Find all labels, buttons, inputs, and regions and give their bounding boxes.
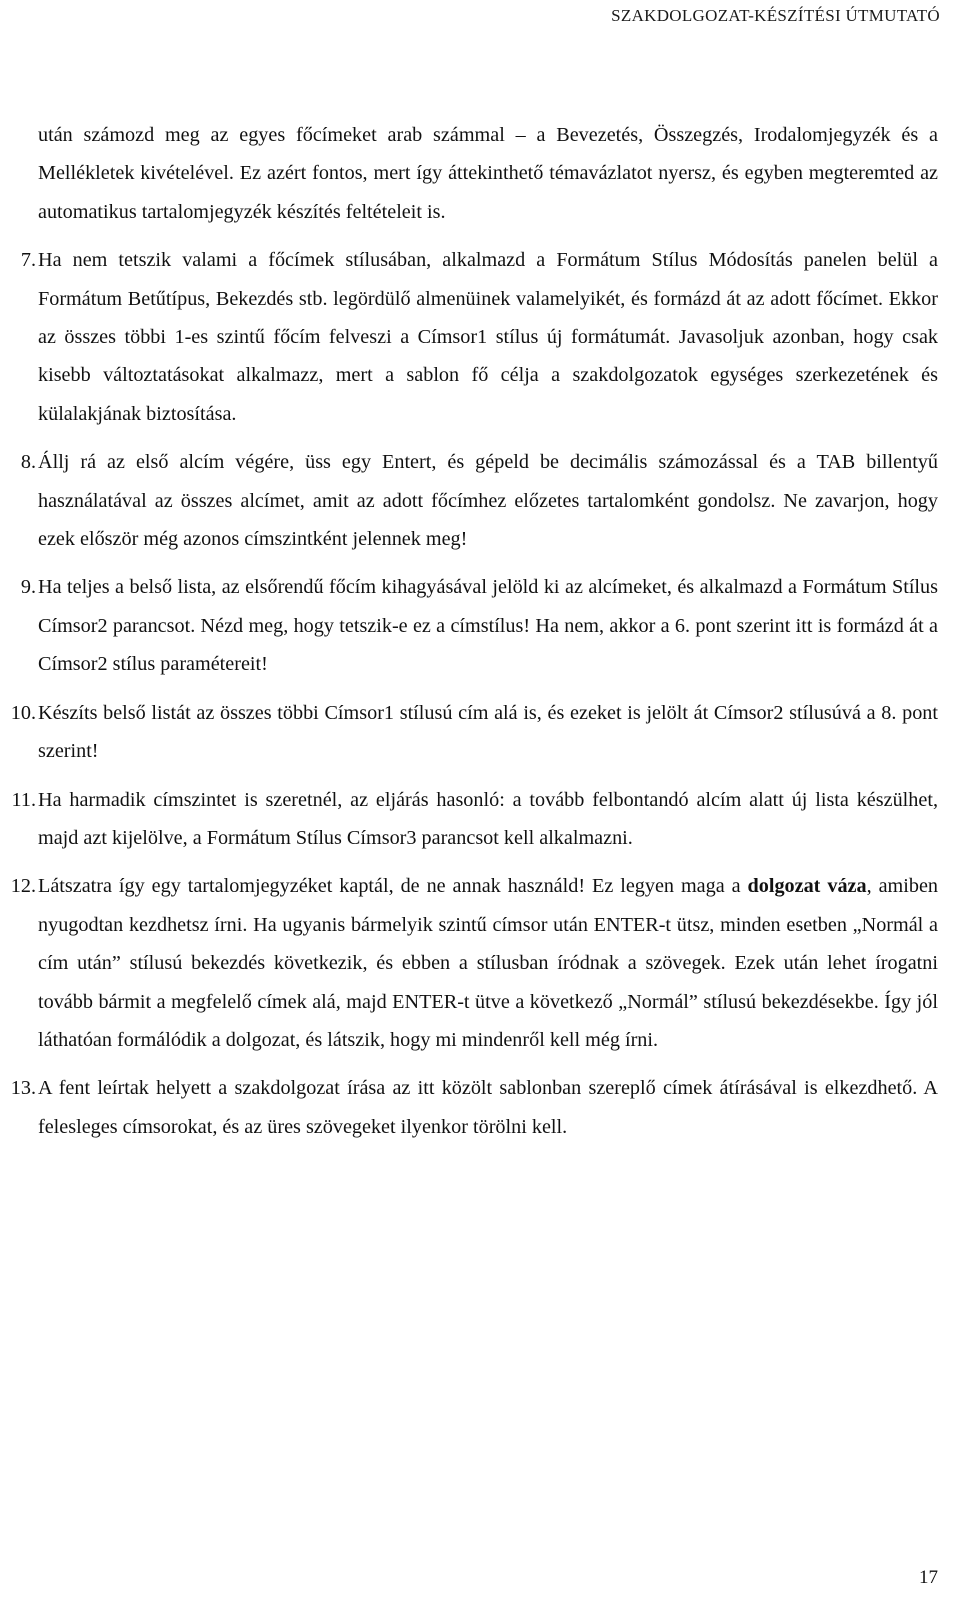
list-item-8 [20, 443, 938, 558]
list-number: 9. [20, 576, 36, 599]
list-item-text: Ha harmadik címszintet is szeretnél, az eljárás hasonló: a tovább felbontandó alcím alatt új lista készülhet, majd azt kijelölve, a Formátum Stílus Címsor3 parancsot kell alkalmazni. [38, 788, 938, 849]
intro-paragraph: után számozd meg az egyes főcímeket arab számmal – a Bevezetés, Összegzés, Irodalomjegyzék és a Mellékletek kivételével. Ez azért fontos, mert így áttekinthető témavázlatot nyersz, és egyben megteremted az automatikus tartalomjegyzék készítés feltételeit is. [38, 124, 938, 223]
list-item-10 [10, 694, 938, 771]
list-item-text: Ha nem tetszik valami a főcímek stílusában, alkalmazd a Formátum Stílus Módosítás panelen belül a Formátum Betűtípus, Bekezdés stb. legördülő almenüinek valamelyikét, és formázd át az adott főcímet. Ekkor az összes többi 1-es szintű főcím felveszi a Címsor1 stílus új formátumát. Javasoljuk azonban, hogy csak kisebb változtatásokat alkalmazz, mert a sablon fő célja a szakdolgozatok egységes szerkezetének és külalakjának biztosítása. [38, 249, 938, 425]
list-item-13 [10, 1069, 938, 1146]
list-item-text: Ha teljes a belső lista, az elsőrendű főcím kihagyásával jelöld ki az alcímeket, és alkalmazd a Formátum Stílus Címsor2 parancsot. Nézd meg, hogy tetszik-e ez a címstílus! Ha nem, akkor a 6. pont szerint itt is formázd át a Címsor2 stílus paramétereit! [38, 576, 938, 676]
document-body [10, 116, 938, 1156]
list-item-12 [10, 867, 938, 1059]
page-number: 17 [919, 1567, 938, 1588]
list-number: 10. [10, 701, 36, 724]
list-item-text-after: , amiben nyugodtan kezdhetsz írni. Ha ugyanis bármelyik szintű címsor után ENTER-t ütsz, minden esetben „Normál a cím után” stílusú bekezdés következik, és ebben a stílusban íródnak a szövegek. Ezek után lehet írogatni tovább bármit a megfelelő címek alá, majd ENTER-t ütve a következő „Normál” stílusú bekezdésekbe. Így jól láthatóan formálódik a dolgozat, és látszik, hogy mi mindenről kell még írni. [38, 875, 938, 1051]
list-number: 11. [11, 788, 36, 811]
list-item-9 [20, 568, 938, 683]
list-item-text: A fent leírtak helyett a szakdolgozat írása az itt közölt sablonban szereplő címek átírásával is elkezdhető. A felesleges címsorokat, és az üres szövegeket ilyenkor törölni kell. [38, 1077, 938, 1138]
list-item-7 [20, 241, 938, 433]
list-number: 7. [20, 249, 36, 272]
list-item-text-before: Látszatra így egy tartalomjegyzéket kaptál, de ne annak használd! Ez legyen maga a [38, 875, 748, 898]
list-item-11 [11, 781, 938, 858]
list-number: 8. [20, 451, 36, 474]
list-item-text: Készíts belső listát az összes többi Címsor1 stílusú cím alá is, és ezeket is jelölt át Címsor2 stílusúvá a 8. pont szerint! [38, 701, 938, 763]
list-number: 12. [10, 875, 36, 898]
list-item-text: Állj rá az első alcím végére, üss egy Entert, és gépeld be decimális számozással és a TAB billentyű használatával az összes alcímet, amit az adott főcímhez előzetes tartalomként gondolsz. Ne zavarjon, hogy ezek először még azonos címszintként jelennek meg! [38, 451, 938, 551]
emphasized-phrase: dolgozat váza [747, 875, 867, 898]
running-header: SZAKDOLGOZAT-KÉSZÍTÉSI ÚTMUTATÓ [611, 6, 940, 25]
list-number: 13. [10, 1077, 36, 1100]
